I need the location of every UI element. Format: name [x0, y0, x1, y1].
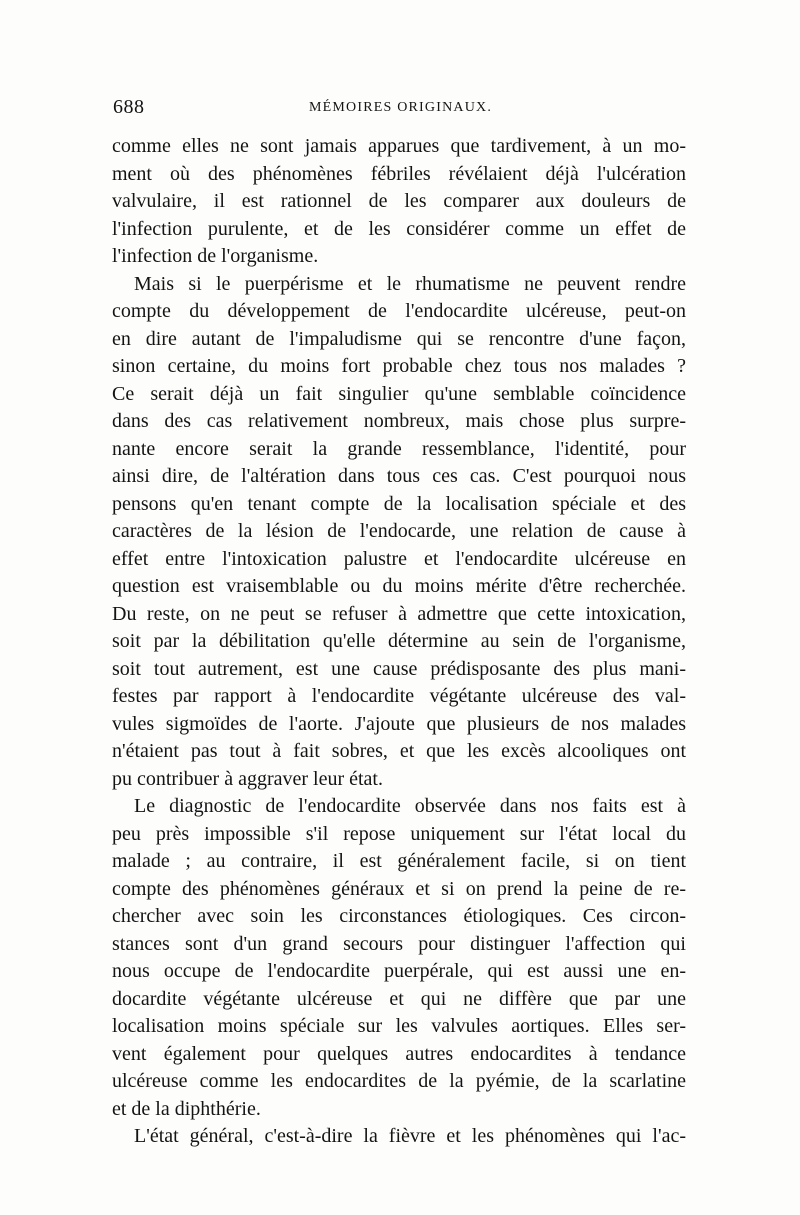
text-line: comme elles ne sont jamais apparues que tardivement, à un mo-: [112, 135, 686, 157]
text-line: en dire autant de l'impaludisme qui se rencontre d'une façon,: [112, 327, 686, 350]
text-line: festes par rapport à l'endocardite végétante ulcéreuse des val-: [112, 685, 686, 707]
text-line: Ce serait déjà un fait singulier qu'une semblable coïncidence: [112, 382, 686, 405]
text-line: ainsi dire, de l'altération dans tous ces cas. C'est pourquoi nous: [112, 465, 686, 487]
text-line: soit tout autrement, est une cause prédisposante des plus mani-: [112, 657, 686, 680]
text-line: pensons qu'en tenant compte de la localisation spéciale et des: [112, 492, 686, 515]
text-line: dans des cas relativement nombreux, mais chose plus surpre-: [112, 410, 686, 432]
text-line: localisation moins spéciale sur les valvules aortiques. Elles ser-: [112, 1015, 686, 1037]
text-line: peu près impossible s'il repose uniquement sur l'état local du: [112, 822, 686, 845]
text-line: et de la diphthérie.: [112, 1097, 261, 1120]
text-line: Le diagnostic de l'endocardite observée dans nos faits est à: [134, 795, 686, 817]
running-head: MÉMOIRES ORIGINAUX.: [309, 100, 493, 115]
text-line: vent également pour quelques autres endocardites à tendance: [112, 1042, 686, 1065]
body-text: [112, 133, 686, 1151]
text-line: L'état général, c'est-à-dire la fièvre et les phénomènes qui l'ac-: [134, 1125, 686, 1147]
text-line: effet entre l'intoxication palustre et l'endocardite ulcéreuse en: [112, 547, 686, 570]
text-line: compte des phénomènes généraux et si on prend la peine de re-: [112, 877, 686, 900]
page-header: [113, 96, 690, 124]
text-line: n'étaient pas tout à fait sobres, et que les excès alcooliques ont: [112, 740, 686, 762]
page-number: 688: [113, 96, 145, 118]
text-line: docardite végétante ulcéreuse et qui ne diffère que par une: [112, 987, 686, 1010]
text-line: nous occupe de l'endocardite puerpérale, qui est aussi une en-: [112, 960, 686, 982]
text-line: chercher avec soin les circonstances étiologiques. Ces circon-: [112, 905, 686, 927]
text-line: nante encore serait la grande ressemblance, l'identité, pour: [112, 437, 686, 460]
text-line: question est vraisemblable ou du moins mérite d'être recherchée.: [112, 575, 686, 597]
text-line: ment où des phénomènes fébriles révélaient déjà l'ulcération: [112, 162, 686, 185]
text-line: pu contribuer à aggraver leur état.: [112, 767, 383, 790]
text-line: l'infection de l'organisme.: [112, 245, 319, 267]
text-line: caractères de la lésion de l'endocarde, une relation de cause à: [112, 520, 686, 542]
text-line: ulcéreuse comme les endocardites de la pyémie, de la scarlatine: [112, 1070, 686, 1092]
text-line: sinon certaine, du moins fort probable chez tous nos malades ?: [112, 355, 686, 377]
text-line: vules sigmoïdes de l'aorte. J'ajoute que plusieurs de nos malades: [112, 712, 686, 735]
text-line: Mais si le puerpérisme et le rhumatisme ne peuvent rendre: [134, 272, 686, 295]
text-line: valvulaire, il est rationnel de les comparer aux douleurs de: [112, 190, 686, 212]
text-line: Du reste, on ne peut se refuser à admettre que cette intoxication,: [112, 602, 686, 625]
text-line: compte du développement de l'endocardite ulcéreuse, peut-on: [112, 300, 686, 322]
text-line: malade ; au contraire, il est généralement facile, si on tient: [112, 850, 686, 872]
text-line: stances sont d'un grand secours pour distinguer l'affection qui: [112, 932, 686, 955]
text-line: soit par la débilitation qu'elle détermine au sein de l'organisme,: [112, 630, 686, 652]
text-line: l'infection purulente, et de les considérer comme un effet de: [112, 217, 686, 240]
